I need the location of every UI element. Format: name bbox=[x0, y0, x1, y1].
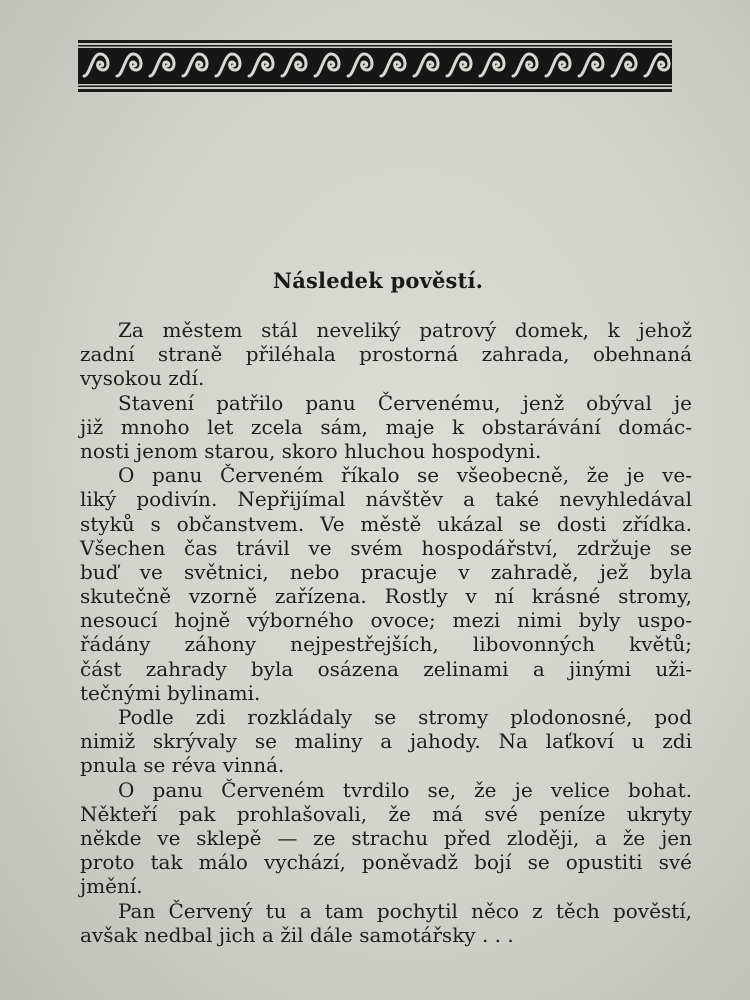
text-line: proto tak málo vychází, poněvadž bojí se opustiti své bbox=[80, 850, 692, 875]
text-line: nimiž skrývaly se maliny a jahody. Na laťkoví u zdi bbox=[80, 729, 692, 754]
text-line: řádány záhony nejpestřejších, libovonných květů; bbox=[80, 632, 692, 657]
text-line: Stavení patřilo panu Červenému, jenž obýval je bbox=[118, 390, 692, 415]
body-text bbox=[80, 318, 692, 947]
text-line: nosti jenom starou, skoro hluchou hospodyni. bbox=[80, 438, 542, 463]
text-line: buď ve světnici, nebo pracuje v zahradě, jež byla bbox=[80, 559, 692, 584]
text-line: zadní straně přiléhala prostorná zahrada, obehnaná bbox=[80, 342, 692, 367]
text-line: někde ve sklepě — ze strachu před zloději, a že jen bbox=[80, 825, 692, 850]
text-line: Pan Červený tu a tam pochytil něco z těch pověstí, bbox=[118, 898, 692, 923]
text-line: liký podivín. Nepřijímal návštěv a také nevyhledával bbox=[80, 487, 692, 512]
text-line: již mnoho let zcela sám, maje k obstarávání domác- bbox=[80, 414, 692, 439]
text-line: nesoucí hojně výborného ovoce; mezi nimi byly uspo- bbox=[80, 608, 692, 633]
text-line: jmění. bbox=[80, 874, 143, 899]
text-line: Podle zdi rozkládaly se stromy plodonosné, pod bbox=[118, 705, 692, 729]
chapter-title: Následek pověstí. bbox=[272, 268, 484, 293]
text-line: vysokou zdí. bbox=[80, 366, 205, 391]
decorative-border-ornament bbox=[78, 40, 672, 92]
text-line: avšak nedbal jich a žil dále samotářsky . . . bbox=[80, 922, 514, 947]
text-line: O panu Červeném říkalo se všeobecně, že je ve- bbox=[118, 463, 692, 488]
text-line: styků s občanstvem. Ve městě ukázal se dosti zřídka. bbox=[80, 511, 692, 536]
text-line: Všechen čas trávil ve svém hospodářství, zdržuje se bbox=[80, 535, 692, 560]
text-line: Za městem stál neveliký patrový domek, k jehož bbox=[118, 318, 692, 342]
text-line: tečnými bylinami. bbox=[80, 680, 261, 705]
text-line: skutečně vzorně zařízena. Rostly v ní krásné stromy, bbox=[80, 584, 692, 609]
text-line: O panu Červeném tvrdilo se, že je velice bohat. bbox=[118, 777, 692, 802]
text-line: pnula se réva vinná. bbox=[80, 753, 285, 778]
text-line: Někteří pak prohlašovali, že má své peníze ukryty bbox=[80, 801, 692, 826]
text-line: část zahrady byla osázena zelinami a jinými uži- bbox=[80, 656, 692, 681]
